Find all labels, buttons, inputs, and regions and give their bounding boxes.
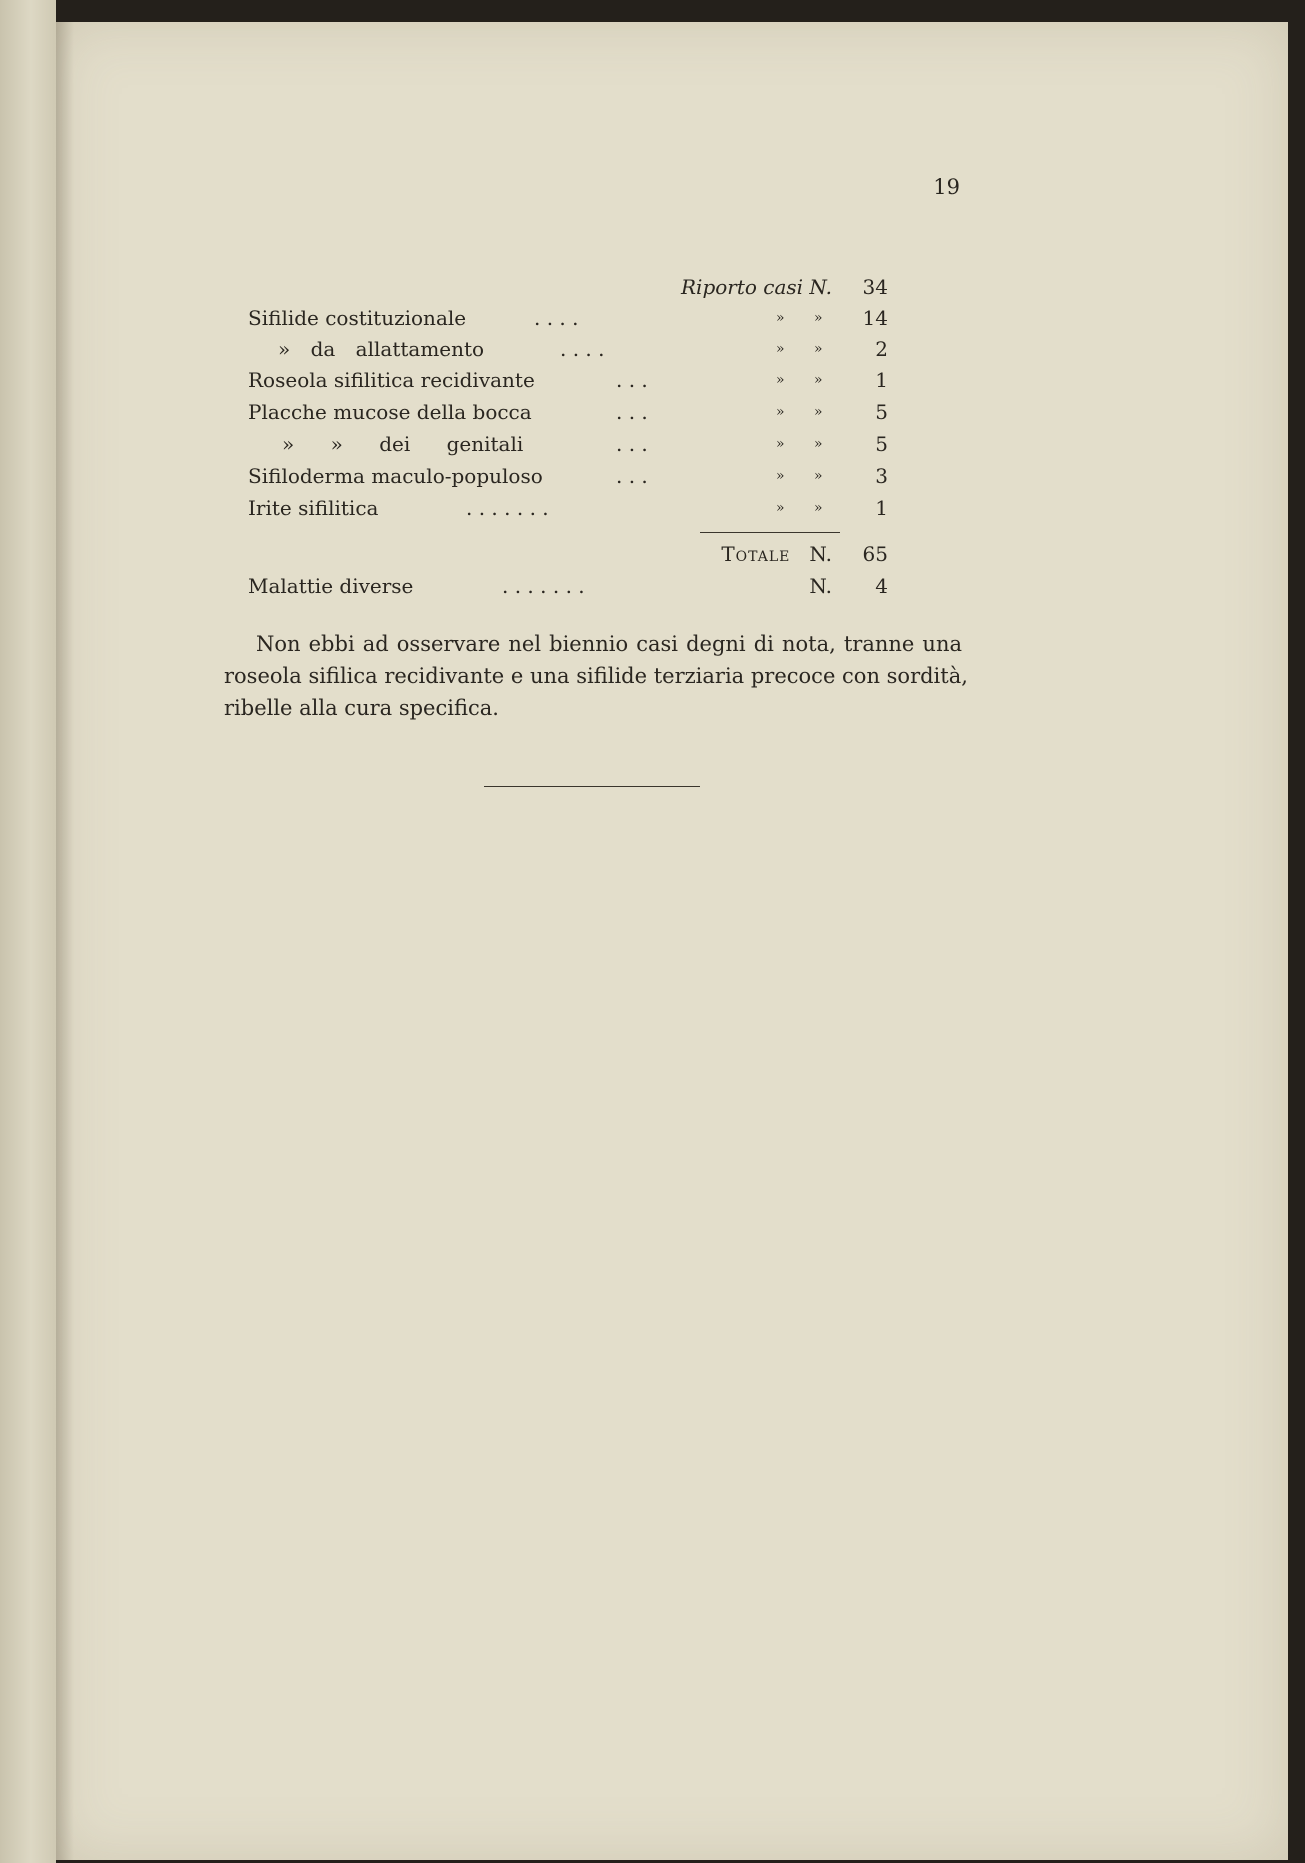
tally-row-label: » » dei genitali (282, 432, 524, 456)
totale-row (248, 538, 888, 570)
tally-row (248, 460, 888, 492)
tally-row-label: Irite sifilitica (248, 496, 379, 520)
ditto-mark: » (776, 372, 785, 388)
ditto-mark: » (814, 310, 823, 326)
malattie-leaders: . . . . . . . (502, 574, 585, 598)
tally-row-value: 14 (862, 306, 888, 330)
paragraph-line: roseola sifilica recidivante e una sifilide terziaria precoce con sordità, (224, 664, 968, 688)
ditto-mark: » (776, 404, 785, 420)
totale-label: Totale (721, 542, 791, 566)
tally-row (248, 428, 888, 460)
tally-row-label: Placche mucose della bocca (248, 400, 532, 424)
body-paragraph (224, 628, 968, 724)
tally-row-label: Sifiloderma maculo-populoso (248, 464, 543, 488)
tally-row-value: 5 (875, 400, 888, 424)
tally-row-value: 1 (875, 368, 888, 392)
tally-row-value: 5 (875, 432, 888, 456)
ditto-mark: » (776, 341, 785, 357)
malattie-n: N. (809, 574, 832, 598)
totale-n: N. (809, 542, 832, 566)
ditto-mark: » (776, 468, 785, 484)
malattie-value: 4 (875, 574, 888, 598)
sum-rule (700, 532, 840, 533)
tally-row (248, 333, 888, 365)
paragraph-line: ribelle alla cura specifica. (224, 696, 499, 720)
tally-row (248, 364, 888, 396)
tally-row-label: Sifilide costituzionale (248, 306, 467, 330)
ditto-mark: » (814, 468, 823, 484)
malattie-row (248, 570, 888, 602)
tally-row-leaders: . . . (616, 432, 648, 456)
riporto-label: Riporto casi N. (680, 275, 832, 299)
tally-row-leaders: . . . . (560, 337, 605, 361)
tally-row-value: 2 (875, 337, 888, 361)
totale-value: 65 (862, 542, 888, 566)
section-end-rule (484, 786, 700, 787)
tally-row-leaders: . . . (616, 368, 648, 392)
ditto-mark: » (814, 404, 823, 420)
totale-label-group (721, 538, 832, 570)
tally-row-label: Roseola sifilitica recidivante (248, 368, 535, 392)
tally-row-value: 1 (875, 496, 888, 520)
tally-row (248, 396, 888, 428)
ditto-mark: » (814, 500, 823, 516)
ditto-mark: » (814, 341, 823, 357)
tally-row (248, 492, 888, 524)
ditto-mark: » (814, 372, 823, 388)
ditto-mark: » (776, 310, 785, 326)
riporto-value: 34 (862, 275, 888, 299)
ditto-mark: » (776, 436, 785, 452)
tally-row-leaders: . . . (616, 464, 648, 488)
tally-row (248, 302, 888, 334)
page-number: 19 (933, 175, 960, 199)
malattie-label: Malattie diverse (248, 574, 414, 598)
tally-row-leaders: . . . (616, 400, 648, 424)
riporto-row (248, 271, 888, 303)
tally-row-leaders: . . . . (534, 306, 579, 330)
ditto-mark: » (776, 500, 785, 516)
tally-row-label: » da allattamento (278, 337, 485, 361)
tally-row-value: 3 (875, 464, 888, 488)
tally-row-leaders: . . . . . . . (466, 496, 549, 520)
paragraph-line: Non ebbi ad osservare nel biennio casi degni di nota, tranne una (256, 632, 962, 656)
ditto-mark: » (814, 436, 823, 452)
